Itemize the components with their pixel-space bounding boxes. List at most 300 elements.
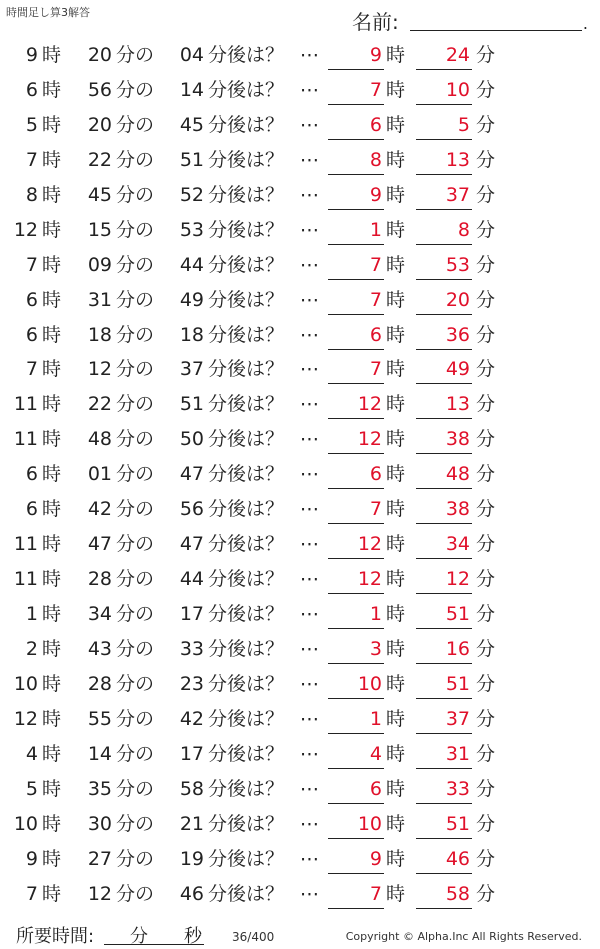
answer-minute-line[interactable] — [416, 523, 472, 524]
answer-hour-unit: 時 — [386, 78, 406, 101]
answer-hour-unit: 時 — [386, 463, 406, 486]
answer-hour-unit: 時 — [386, 183, 406, 206]
answer-hour: 9 — [369, 44, 382, 66]
start-minute: 22 — [87, 148, 112, 171]
answer-minute: 12 — [445, 568, 470, 591]
answer-hour: 9 — [369, 183, 382, 206]
answer-minute-line[interactable] — [416, 698, 472, 699]
ellipsis: ⋯ — [300, 358, 319, 381]
problem-row — [0, 248, 600, 283]
hour-unit: 時 — [42, 812, 62, 835]
after-question: 分後は？ — [208, 183, 285, 206]
required-seconds-label: 秒 — [184, 926, 202, 947]
start-hour: 7 — [25, 148, 38, 171]
answer-minute: 51 — [445, 672, 470, 695]
start-hour: 11 — [13, 533, 38, 556]
start-minute: 20 — [87, 44, 112, 66]
answer-hour-line[interactable] — [328, 628, 384, 629]
answer-hour: 12 — [357, 568, 382, 591]
after-question: 分後は？ — [208, 742, 285, 765]
ellipsis: ⋯ — [300, 148, 319, 171]
name-area — [352, 6, 588, 32]
answer-hour-unit: 時 — [386, 498, 406, 521]
minute-of-unit: 分の — [116, 463, 155, 486]
answer-hour-line[interactable] — [328, 418, 384, 419]
answer-hour-line[interactable] — [328, 908, 384, 909]
start-hour: 11 — [13, 393, 38, 416]
answer-hour-line[interactable] — [328, 104, 384, 105]
answer-hour: 7 — [369, 498, 382, 521]
footer — [0, 920, 600, 948]
added-minutes: 56 — [179, 498, 204, 521]
answer-minute-line[interactable] — [416, 383, 472, 384]
after-question: 分後は？ — [208, 323, 285, 346]
answer-minute: 33 — [445, 777, 470, 800]
answer-hour: 4 — [369, 742, 382, 765]
answer-minute-unit: 分 — [476, 44, 496, 66]
answer-hour: 6 — [369, 463, 382, 486]
answer-hour-unit: 時 — [386, 847, 406, 870]
answer-minute-unit: 分 — [476, 672, 496, 695]
minute-of-unit: 分の — [116, 393, 155, 416]
start-minute: 12 — [87, 882, 112, 905]
start-hour: 5 — [25, 113, 38, 136]
answer-minute: 51 — [445, 603, 470, 625]
start-minute: 43 — [87, 637, 112, 660]
page-number: 36/400 — [232, 930, 275, 944]
answer-minute-unit: 分 — [476, 78, 496, 101]
minute-of-unit: 分の — [116, 742, 155, 765]
start-hour: 6 — [25, 288, 38, 311]
answer-minute-unit: 分 — [476, 358, 496, 381]
added-minutes: 51 — [179, 393, 204, 416]
added-minutes: 46 — [179, 882, 204, 905]
problem-row — [0, 318, 600, 353]
hour-unit: 時 — [42, 533, 62, 556]
answer-hour-unit: 時 — [386, 358, 406, 381]
start-hour: 4 — [25, 742, 38, 765]
minute-of-unit: 分の — [116, 78, 155, 101]
answer-minute: 48 — [445, 463, 470, 486]
ellipsis: ⋯ — [300, 672, 319, 695]
hour-unit: 時 — [42, 358, 62, 381]
answer-hour-line[interactable] — [328, 69, 384, 70]
answer-hour: 8 — [369, 148, 382, 171]
answer-hour-line[interactable] — [328, 349, 384, 350]
minute-of-unit: 分の — [116, 568, 155, 591]
answer-minute-unit: 分 — [476, 637, 496, 660]
added-minutes: 51 — [179, 148, 204, 171]
minute-of-unit: 分の — [116, 812, 155, 835]
start-minute: 14 — [87, 742, 112, 765]
answer-minute: 38 — [445, 498, 470, 521]
ellipsis: ⋯ — [300, 777, 319, 800]
answer-hour-line[interactable] — [328, 768, 384, 769]
start-minute: 55 — [87, 707, 112, 730]
answer-minute: 53 — [445, 253, 470, 276]
start-hour: 9 — [25, 44, 38, 66]
start-hour: 2 — [25, 637, 38, 660]
answer-minute-unit: 分 — [476, 323, 496, 346]
hour-unit: 時 — [42, 148, 62, 171]
start-hour: 7 — [25, 882, 38, 905]
answer-hour: 7 — [369, 882, 382, 905]
minute-of-unit: 分の — [116, 183, 155, 206]
start-minute: 56 — [87, 78, 112, 101]
after-question: 分後は？ — [208, 847, 285, 870]
answer-minute: 36 — [445, 323, 470, 346]
start-minute: 47 — [87, 533, 112, 556]
answer-hour: 7 — [369, 253, 382, 276]
added-minutes: 52 — [179, 183, 204, 206]
start-minute: 48 — [87, 428, 112, 451]
added-minutes: 50 — [179, 428, 204, 451]
added-minutes: 17 — [179, 603, 204, 625]
answer-minute-line[interactable] — [416, 558, 472, 559]
after-question: 分後は？ — [208, 603, 285, 625]
ellipsis: ⋯ — [300, 533, 319, 556]
minute-of-unit: 分の — [116, 498, 155, 521]
answer-minute: 37 — [445, 183, 470, 206]
answer-minute: 16 — [445, 637, 470, 660]
start-minute: 22 — [87, 393, 112, 416]
answer-hour-unit: 時 — [386, 603, 406, 625]
minute-of-unit: 分の — [116, 253, 155, 276]
added-minutes: 18 — [179, 323, 204, 346]
answer-hour-line[interactable] — [328, 279, 384, 280]
added-minutes: 44 — [179, 568, 204, 591]
minute-of-unit: 分の — [116, 533, 155, 556]
answer-hour-unit: 時 — [386, 44, 406, 66]
answer-minute-line[interactable] — [416, 418, 472, 419]
start-minute: 30 — [87, 812, 112, 835]
answer-minute-unit: 分 — [476, 113, 496, 136]
answer-minute-line[interactable] — [416, 873, 472, 874]
hour-unit: 時 — [42, 882, 62, 905]
problem-row — [0, 632, 600, 667]
ellipsis: ⋯ — [300, 812, 319, 835]
answer-minute: 37 — [445, 707, 470, 730]
hour-unit: 時 — [42, 218, 62, 241]
answer-minute: 49 — [445, 358, 470, 381]
hour-unit: 時 — [42, 428, 62, 451]
start-hour: 10 — [13, 812, 38, 835]
answer-minute-unit: 分 — [476, 847, 496, 870]
answer-hour-unit: 時 — [386, 637, 406, 660]
answer-hour: 10 — [357, 672, 382, 695]
answer-minute-unit: 分 — [476, 533, 496, 556]
answer-minute-unit: 分 — [476, 183, 496, 206]
start-minute: 12 — [87, 358, 112, 381]
ellipsis: ⋯ — [300, 847, 319, 870]
answer-hour-line[interactable] — [328, 209, 384, 210]
problem-row — [0, 597, 600, 632]
answer-hour: 6 — [369, 323, 382, 346]
answer-minute-unit: 分 — [476, 463, 496, 486]
start-minute: 27 — [87, 847, 112, 870]
answer-hour-line[interactable] — [328, 558, 384, 559]
minute-of-unit: 分の — [116, 288, 155, 311]
start-hour: 6 — [25, 463, 38, 486]
answer-hour: 9 — [369, 847, 382, 870]
problem-row — [0, 772, 600, 807]
answer-minute-line[interactable] — [416, 244, 472, 245]
hour-unit: 時 — [42, 183, 62, 206]
problem-row — [0, 283, 600, 318]
answer-minute-line[interactable] — [416, 174, 472, 175]
start-minute: 42 — [87, 498, 112, 521]
answer-minute: 34 — [445, 533, 470, 556]
start-hour: 11 — [13, 568, 38, 591]
answer-hour-unit: 時 — [386, 672, 406, 695]
answer-hour-unit: 時 — [386, 148, 406, 171]
answer-hour-unit: 時 — [386, 113, 406, 136]
problem-row — [0, 807, 600, 842]
answer-hour-unit: 時 — [386, 812, 406, 835]
answer-minute: 5 — [457, 113, 470, 136]
answer-minute-line[interactable] — [416, 593, 472, 594]
start-hour: 7 — [25, 253, 38, 276]
start-hour: 6 — [25, 498, 38, 521]
answer-minute: 58 — [445, 882, 470, 905]
hour-unit: 時 — [42, 568, 62, 591]
answer-hour-line[interactable] — [328, 244, 384, 245]
hour-unit: 時 — [42, 463, 62, 486]
start-minute: 01 — [87, 463, 112, 486]
start-hour: 9 — [25, 847, 38, 870]
answer-hour: 12 — [357, 428, 382, 451]
answer-hour-line[interactable] — [328, 733, 384, 734]
problem-row — [0, 842, 600, 877]
minute-of-unit: 分の — [116, 44, 155, 66]
answer-minute-line[interactable] — [416, 139, 472, 140]
answer-hour-unit: 時 — [386, 288, 406, 311]
start-minute: 20 — [87, 113, 112, 136]
answer-minute-line[interactable] — [416, 488, 472, 489]
ellipsis: ⋯ — [300, 637, 319, 660]
answer-minute-line[interactable] — [416, 733, 472, 734]
answer-minute-line[interactable] — [416, 768, 472, 769]
problem-row — [0, 38, 600, 73]
answer-hour-line[interactable] — [328, 838, 384, 839]
start-hour: 5 — [25, 777, 38, 800]
after-question: 分後は？ — [208, 288, 285, 311]
after-question: 分後は？ — [208, 113, 285, 136]
added-minutes: 23 — [179, 672, 204, 695]
answer-minute-unit: 分 — [476, 568, 496, 591]
start-minute: 28 — [87, 568, 112, 591]
answer-minute-unit: 分 — [476, 253, 496, 276]
added-minutes: 49 — [179, 288, 204, 311]
answer-hour: 7 — [369, 288, 382, 311]
answer-hour: 1 — [369, 707, 382, 730]
problem-row — [0, 527, 600, 562]
hour-unit: 時 — [42, 498, 62, 521]
ellipsis: ⋯ — [300, 218, 319, 241]
start-hour: 12 — [13, 218, 38, 241]
required-time-label: 所要時間: — [16, 926, 95, 947]
answer-minute: 8 — [457, 218, 470, 241]
answer-hour-line[interactable] — [328, 453, 384, 454]
answer-minute-line[interactable] — [416, 453, 472, 454]
name-label: 名前: — [352, 10, 399, 34]
answer-hour: 1 — [369, 603, 382, 625]
answer-hour: 7 — [369, 358, 382, 381]
hour-unit: 時 — [42, 113, 62, 136]
answer-minute-line[interactable] — [416, 838, 472, 839]
ellipsis: ⋯ — [300, 253, 319, 276]
ellipsis: ⋯ — [300, 393, 319, 416]
hour-unit: 時 — [42, 44, 62, 66]
ellipsis: ⋯ — [300, 603, 319, 625]
answer-hour-unit: 時 — [386, 707, 406, 730]
answer-hour-unit: 時 — [386, 882, 406, 905]
answer-hour-line[interactable] — [328, 698, 384, 699]
problem-row — [0, 702, 600, 737]
answer-hour-unit: 時 — [386, 253, 406, 276]
start-minute: 28 — [87, 672, 112, 695]
added-minutes: 42 — [179, 707, 204, 730]
answer-hour: 3 — [369, 637, 382, 660]
minute-of-unit: 分の — [116, 113, 155, 136]
answer-hour-line[interactable] — [328, 174, 384, 175]
problem-row — [0, 387, 600, 422]
start-minute: 31 — [87, 288, 112, 311]
ellipsis: ⋯ — [300, 742, 319, 765]
hour-unit: 時 — [42, 393, 62, 416]
answer-minute-line[interactable] — [416, 69, 472, 70]
after-question: 分後は？ — [208, 463, 285, 486]
hour-unit: 時 — [42, 777, 62, 800]
problem-row — [0, 877, 600, 912]
added-minutes: 45 — [179, 113, 204, 136]
minute-of-unit: 分の — [116, 777, 155, 800]
minute-of-unit: 分の — [116, 218, 155, 241]
ellipsis: ⋯ — [300, 288, 319, 311]
answer-minute-line[interactable] — [416, 803, 472, 804]
worksheet-title: 時間足し算3解答 — [6, 6, 90, 19]
answer-hour: 12 — [357, 533, 382, 556]
minute-of-unit: 分の — [116, 637, 155, 660]
start-minute: 18 — [87, 323, 112, 346]
answer-minute-unit: 分 — [476, 393, 496, 416]
after-question: 分後は？ — [208, 44, 285, 66]
answer-minute: 51 — [445, 812, 470, 835]
answer-minute-line[interactable] — [416, 279, 472, 280]
after-question: 分後は？ — [208, 498, 285, 521]
answer-hour-unit: 時 — [386, 777, 406, 800]
answer-minute-line[interactable] — [416, 628, 472, 629]
answer-minute-line[interactable] — [416, 349, 472, 350]
answer-hour: 10 — [357, 812, 382, 835]
problem-row — [0, 213, 600, 248]
minute-of-unit: 分の — [116, 603, 155, 625]
answer-hour-line[interactable] — [328, 383, 384, 384]
added-minutes: 44 — [179, 253, 204, 276]
name-input-line[interactable] — [410, 30, 582, 31]
ellipsis: ⋯ — [300, 428, 319, 451]
answer-hour-unit: 時 — [386, 218, 406, 241]
after-question: 分後は？ — [208, 568, 285, 591]
answer-minute-line[interactable] — [416, 314, 472, 315]
ellipsis: ⋯ — [300, 323, 319, 346]
answer-hour-line[interactable] — [328, 873, 384, 874]
answer-minute: 38 — [445, 428, 470, 451]
answer-minute: 13 — [445, 393, 470, 416]
answer-hour-line[interactable] — [328, 663, 384, 664]
hour-unit: 時 — [42, 253, 62, 276]
added-minutes: 58 — [179, 777, 204, 800]
answer-minute-unit: 分 — [476, 707, 496, 730]
minute-of-unit: 分の — [116, 847, 155, 870]
answer-minute-line[interactable] — [416, 104, 472, 105]
added-minutes: 17 — [179, 742, 204, 765]
after-question: 分後は？ — [208, 812, 285, 835]
answer-hour-line[interactable] — [328, 139, 384, 140]
answer-hour-line[interactable] — [328, 593, 384, 594]
hour-unit: 時 — [42, 847, 62, 870]
minute-of-unit: 分の — [116, 148, 155, 171]
after-question: 分後は？ — [208, 428, 285, 451]
answer-minute-unit: 分 — [476, 428, 496, 451]
answer-hour-unit: 時 — [386, 428, 406, 451]
copyright: Copyright © Alpha.Inc All Rights Reserved. — [345, 930, 582, 943]
problem-row — [0, 492, 600, 527]
problem-row — [0, 178, 600, 213]
answer-hour: 12 — [357, 393, 382, 416]
after-question: 分後は？ — [208, 218, 285, 241]
answer-hour-line[interactable] — [328, 488, 384, 489]
answer-hour-line[interactable] — [328, 803, 384, 804]
after-question: 分後は？ — [208, 393, 285, 416]
answer-minute: 20 — [445, 288, 470, 311]
ellipsis: ⋯ — [300, 882, 319, 905]
problem-row — [0, 457, 600, 492]
after-question: 分後は？ — [208, 78, 285, 101]
ellipsis: ⋯ — [300, 463, 319, 486]
answer-minute: 31 — [445, 742, 470, 765]
start-minute: 35 — [87, 777, 112, 800]
problem-row — [0, 737, 600, 772]
start-minute: 09 — [87, 253, 112, 276]
answer-minute-line[interactable] — [416, 908, 472, 909]
start-hour: 8 — [25, 183, 38, 206]
problem-list — [0, 38, 600, 911]
hour-unit: 時 — [42, 603, 62, 625]
start-minute: 34 — [87, 603, 112, 625]
hour-unit: 時 — [42, 78, 62, 101]
answer-hour-line[interactable] — [328, 314, 384, 315]
minute-of-unit: 分の — [116, 428, 155, 451]
start-minute: 15 — [87, 218, 112, 241]
problem-row — [0, 108, 600, 143]
problem-row — [0, 352, 600, 387]
answer-minute-line[interactable] — [416, 663, 472, 664]
hour-unit: 時 — [42, 707, 62, 730]
answer-minute-unit: 分 — [476, 603, 496, 625]
after-question: 分後は？ — [208, 358, 285, 381]
answer-minute-line[interactable] — [416, 209, 472, 210]
start-hour: 7 — [25, 358, 38, 381]
after-question: 分後は？ — [208, 672, 285, 695]
answer-hour: 6 — [369, 113, 382, 136]
hour-unit: 時 — [42, 742, 62, 765]
answer-minute: 13 — [445, 148, 470, 171]
answer-hour-unit: 時 — [386, 568, 406, 591]
ellipsis: ⋯ — [300, 183, 319, 206]
added-minutes: 04 — [179, 44, 204, 66]
answer-hour-line[interactable] — [328, 523, 384, 524]
